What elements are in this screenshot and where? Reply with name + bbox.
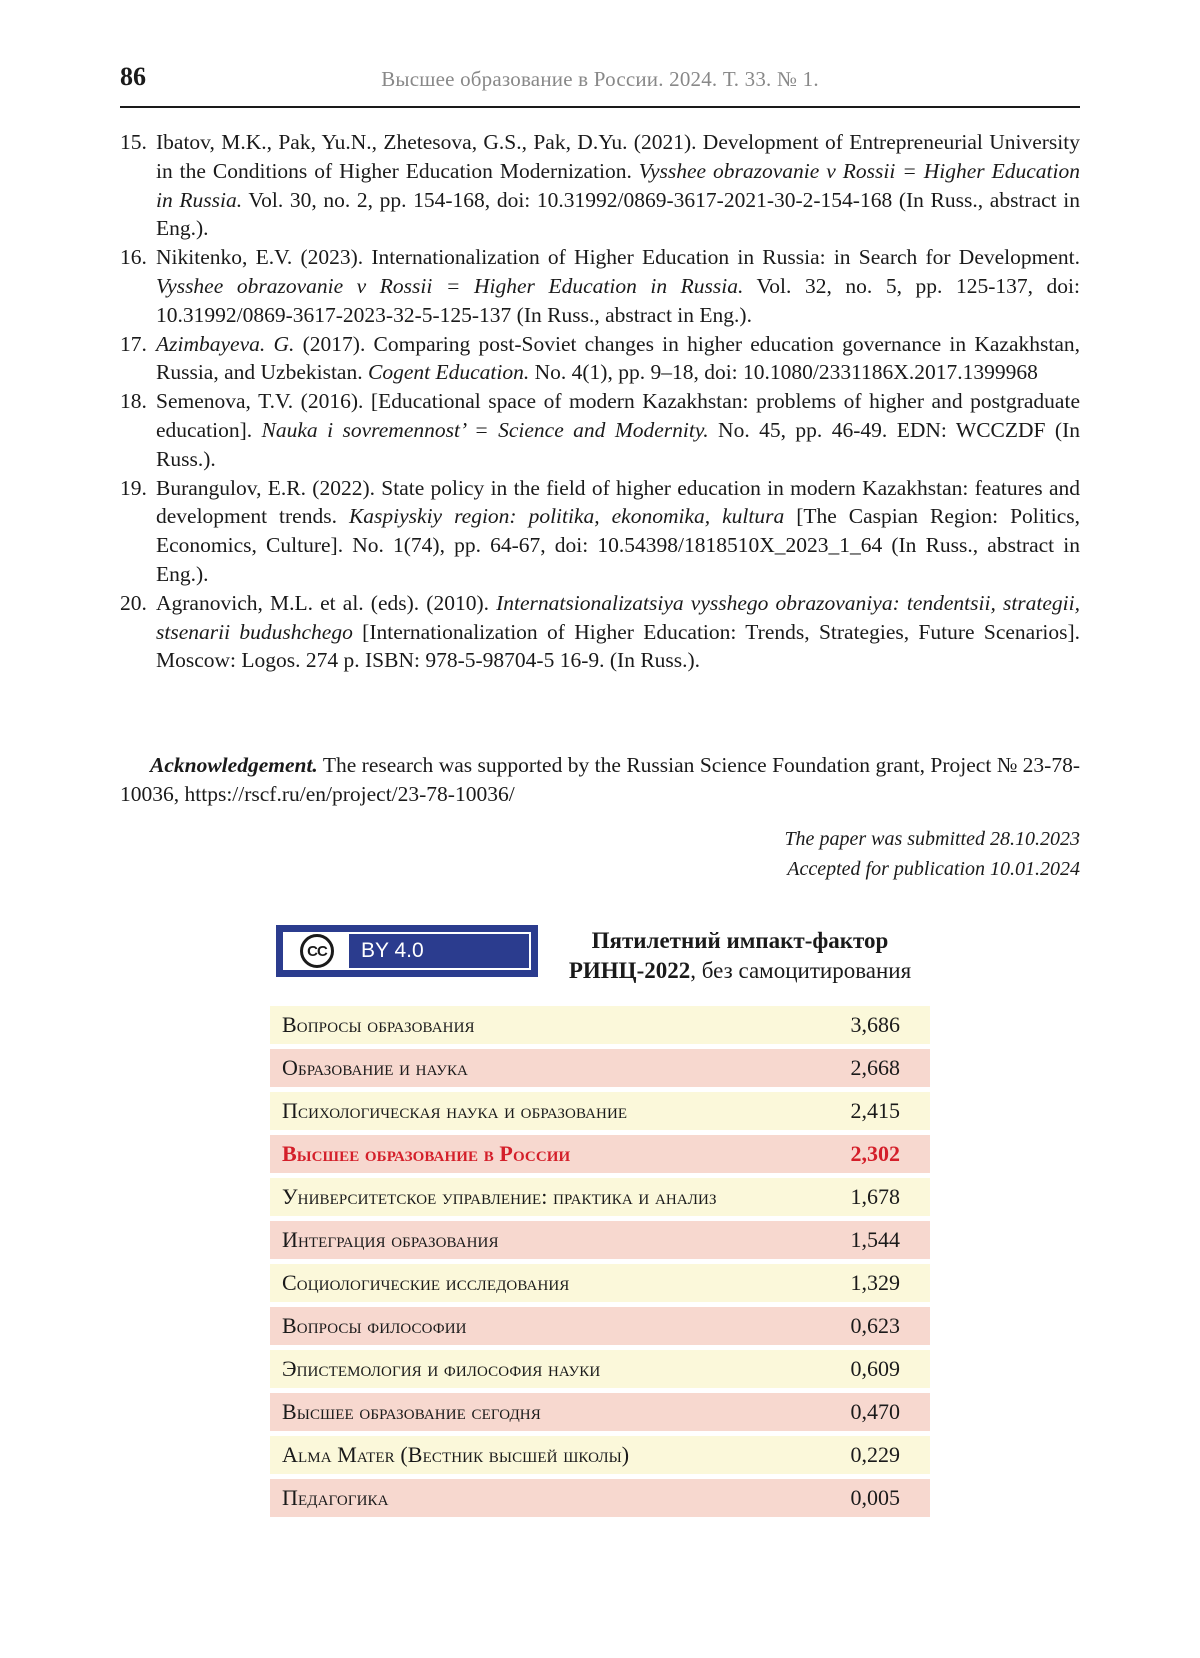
impact-factor-title: [555, 926, 925, 986]
submitted-date: The paper was submitted 28.10.2023: [784, 828, 1080, 850]
reference-details: No. 45, pp. 46-49. EDN: WCCZDF (In Russ.).: [156, 417, 1080, 471]
reference-source: Vysshee obrazovanie v Rossii = Higher Education in Russia.: [156, 273, 744, 298]
journal-name: Интеграция образования: [282, 1227, 499, 1252]
reference-source: Cogent Education.: [367, 360, 530, 385]
table-row: [270, 1092, 930, 1130]
impact-value: 2,302: [850, 1141, 900, 1166]
reference-details: [Internationalization of Higher Education: Trends, Strategies, Future Scenarios]. Moscow: Logos. 274 p. ISBN: 978-5-98704-5 16-9. (In Russ.).: [156, 619, 1080, 673]
accepted-date: Accepted for publication 10.01.2024: [787, 858, 1080, 880]
table-row: [270, 1436, 930, 1474]
table-row: [270, 1307, 930, 1345]
reference-details: Vol. 32, no. 5, pp. 125-137, doi: 10.31992/0869-3617-2023-32-5-125-137 (In Russ., abstract in Eng.).: [156, 273, 1080, 327]
impact-value: 0,623: [850, 1313, 900, 1338]
reference-author: Azimbayeva. G.: [156, 331, 295, 356]
reference-item: [120, 243, 1080, 329]
journal-name: Высшее образование в России: [282, 1141, 571, 1166]
table-row: [270, 1221, 930, 1259]
impact-title-line1: Пятилетний импакт-фактор: [591, 928, 889, 953]
impact-title-note: , без самоцитирования: [690, 958, 912, 983]
reference-item: [120, 128, 1080, 243]
reference-source: Vysshee obrazovanie v Rossii = Higher Education in Russia.: [156, 158, 1080, 212]
reference-details: Vol. 30, no. 2, pp. 154-168, doi: 10.31992/0869-3617-2021-30-2-154-168 (In Russ., abstract in Eng.).: [156, 187, 1080, 241]
journal-name: Социологические исследования: [282, 1270, 570, 1295]
journal-name: Педагогика: [282, 1485, 389, 1510]
journal-name: Эпистемология и философия науки: [282, 1356, 601, 1381]
reference-text: Ibatov, M.K., Pak, Yu.N., Zhetesova, G.S., Pak, D.Yu. (2021). Development of Entrepreneurial University in the Conditions of Higher Education Modernization.: [156, 130, 1080, 183]
reference-details: No. 4(1), pp. 9–18, doi: 10.1080/2331186X.2017.1399968: [529, 360, 1038, 385]
journal-name: Образование и наука: [282, 1055, 468, 1080]
table-row: [270, 1350, 930, 1388]
page-header: [120, 62, 1080, 108]
reference-source: Nauka i sovremennost’ = Science and Modernity.: [261, 417, 709, 442]
reference-text: Burangulov, E.R. (2022). State policy in the field of higher education in modern Kazakhstan: features and development trends.: [156, 475, 1080, 529]
reference-number: 18.: [120, 389, 147, 414]
table-row: [270, 1006, 930, 1044]
reference-number: 16.: [120, 245, 147, 270]
reference-title: (2017). Comparing post-Soviet changes in higher education governance in Kazakhstan, Russia, and Uzbekistan.: [156, 331, 1080, 385]
reference-source: Internatsionalizatsiya vysshego obrazovaniya: tendentsii, strategii, stsenarii budushchego: [156, 590, 1081, 644]
reference-details: [The Caspian Region: Politics, Economics, Culture]. No. 1(74), pp. 64-67, doi: 10.54398/1818510X_2023_1_64 (In Russ., abstract in Eng.).: [156, 504, 1080, 586]
journal-name: Высшее образование сегодня: [282, 1399, 541, 1424]
impact-value: 0,229: [850, 1442, 900, 1467]
table-row-highlighted: [270, 1135, 930, 1173]
license-badge: [278, 927, 536, 975]
impact-factor-table: [270, 1006, 930, 1522]
impact-value: 0,470: [850, 1399, 900, 1424]
journal-name: Вопросы образования: [282, 1012, 475, 1037]
acknowledgement-text: The research was supported by the Russian Science Foundation grant, Project № 23-78-10036, https://rscf.ru/en/project/23-78-10036/: [120, 752, 1080, 806]
reference-item: [120, 589, 1080, 675]
impact-value: 2,415: [850, 1098, 900, 1123]
acknowledgement-label: Acknowledgement.: [150, 752, 318, 777]
impact-value: 1,329: [850, 1270, 900, 1295]
reference-item: [120, 330, 1080, 388]
table-row: [270, 1264, 930, 1302]
reference-text: Nikitenko, E.V. (2023). Internationalization of Higher Education in Russia: in Search for Development.: [156, 245, 1080, 270]
impact-value: 0,005: [850, 1485, 900, 1510]
reference-number: 17.: [120, 331, 147, 356]
reference-text: Semenova, T.V. (2016). [Educational space of modern Kazakhstan: problems of higher and postgraduate education].: [156, 389, 1080, 442]
impact-value: 1,544: [850, 1227, 900, 1252]
journal-name: Alma Mater (Вестник высшей школы): [282, 1442, 630, 1467]
reference-number: 19.: [120, 475, 147, 500]
reference-source: Kaspiyskiy region: politika, ekonomika, kultura: [348, 504, 785, 529]
reference-number: 15.: [120, 130, 147, 154]
reference-number: 20.: [120, 590, 147, 615]
creative-commons-icon: CC: [300, 934, 334, 968]
impact-value: 0,609: [850, 1356, 900, 1381]
reference-text: Agranovich, M.L. et al. (eds). (2010).: [156, 590, 497, 615]
table-row: [270, 1178, 930, 1216]
reference-item: [120, 387, 1080, 473]
impact-value: 3,686: [850, 1012, 900, 1037]
license-label: BY 4.0: [361, 939, 424, 962]
journal-title: Высшее образование в России. 2024. Т. 33. № 1.: [381, 67, 819, 91]
table-row: [270, 1393, 930, 1431]
reference-item: [120, 474, 1080, 589]
journal-name: Университетское управление: практика и анализ: [282, 1184, 717, 1209]
acknowledgement: [120, 751, 1080, 809]
journal-name: Психологическая наука и образование: [282, 1098, 628, 1123]
submission-dates: [784, 824, 1080, 884]
impact-value: 2,668: [850, 1055, 900, 1080]
page-number: 86: [120, 62, 146, 91]
impact-value: 1,678: [850, 1184, 900, 1209]
impact-title-metric: РИНЦ-2022: [568, 958, 691, 983]
table-row: [270, 1479, 930, 1517]
journal-name: Вопросы философии: [282, 1313, 467, 1338]
reference-list: [120, 128, 1080, 675]
table-row: [270, 1049, 930, 1087]
